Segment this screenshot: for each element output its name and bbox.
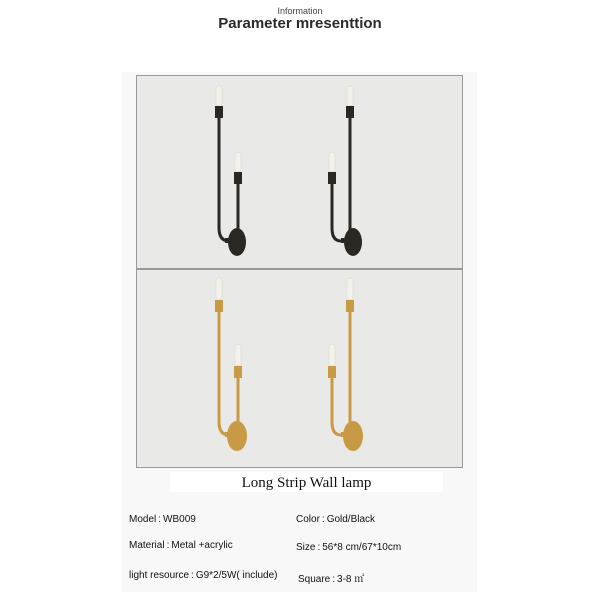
spec-square-label: Square — [298, 574, 331, 585]
spec-square-value: 3-8 ㎡ — [337, 574, 365, 585]
product-title: Long Strip Wall lamp — [170, 472, 443, 492]
spec-size-label: Size — [296, 542, 316, 553]
gold-lamps-illustration — [137, 270, 464, 469]
spec-size-value: 56*8 cm/67*10cm — [322, 542, 402, 553]
spec-material-label: Material — [129, 540, 165, 551]
spec-material-value: Metal +acrylic — [171, 540, 233, 551]
spec-color: Color : Gold/Black — [296, 514, 376, 525]
spec-light-resource: light resource : G9*2/5W( include) — [129, 570, 278, 581]
spec-model: Model : WB009 — [129, 514, 196, 525]
gold-lamps-panel — [136, 269, 463, 468]
black-lamp-left — [215, 86, 246, 256]
spec-light-value: G9*2/5W( include) — [195, 570, 278, 581]
gold-lamp-left — [215, 278, 247, 451]
spec-color-label: Color — [296, 514, 320, 525]
spec-model-value: WB009 — [163, 514, 196, 525]
spec-color-value: Gold/Black — [326, 514, 376, 525]
spec-light-label: light resource — [129, 570, 190, 581]
black-lamps-panel — [136, 75, 463, 269]
page-title: Parameter mresenttion — [218, 15, 382, 32]
black-lamp-right — [328, 86, 362, 256]
gold-lamp-right — [328, 278, 363, 451]
header-caption: Information — [277, 6, 323, 16]
spec-material: Material : Metal +acrylic — [129, 540, 233, 551]
spec-model-label: Model — [129, 514, 157, 525]
spec-size: Size : 56*8 cm/67*10cm — [296, 542, 402, 553]
black-lamps-illustration — [137, 76, 464, 270]
spec-square: Square : 3-8 ㎡ — [298, 574, 365, 585]
